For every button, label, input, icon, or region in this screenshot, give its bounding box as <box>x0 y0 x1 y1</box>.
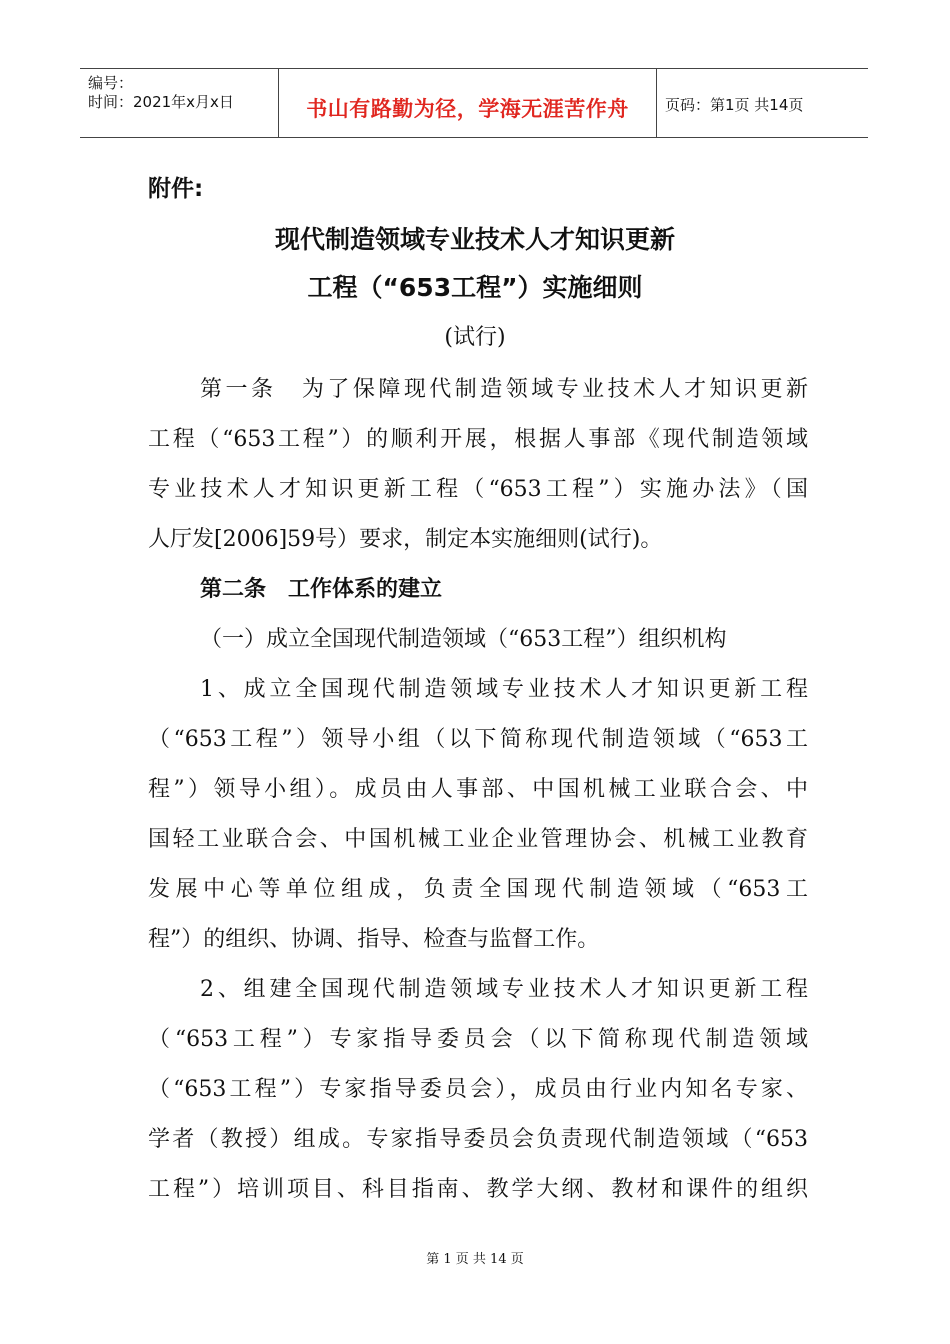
title-line-1: 现代制造领域专业技术人才知识更新 <box>274 225 675 254</box>
body-line: （一）成立全国现代制造领域（“653工程”）组织机构 <box>200 627 727 652</box>
time-label: 时间：2021年x月x日 <box>88 93 234 111</box>
subtitle: (试行) <box>444 325 506 350</box>
body-line: （“653工程”）领导小组（以下简称现代制造领域（“653工 <box>148 727 808 752</box>
body-line: 人厅发[2006]59号）要求，制定本实施细则(试行)。 <box>148 527 663 552</box>
header-left-cell <box>80 69 279 137</box>
page-label: 页码：第1页 共14页 <box>665 96 804 114</box>
title-line-2: 工程（“653工程”）实施细则 <box>307 273 643 302</box>
body-line: 发展中心等单位组成，负责全国现代制造领域（“653工 <box>148 877 808 902</box>
body-line: 程”）领导小组）。成员由人事部、中国机械工业联合会、中 <box>148 777 808 802</box>
body-line: 工程”）培训项目、科目指南、教学大纲、教材和课件的组织 <box>148 1177 808 1202</box>
body-line: 学者（教授）组成。专家指导委员会负责现代制造领域（“653 <box>148 1127 808 1152</box>
body-line: 工程（“653工程”）的顺利开展，根据人事部《现代制造领域 <box>148 427 808 452</box>
body-line: 第一条 为了保障现代制造领域专业技术人才知识更新 <box>200 377 808 402</box>
body-line: 专业技术人才知识更新工程（“653工程”）实施办法》（国 <box>148 477 808 502</box>
body-line: 国轻工业联合会、中国机械工业企业管理协会、机械工业教育 <box>148 827 808 852</box>
header-table <box>80 68 868 138</box>
body-line: 1、成立全国现代制造领域专业技术人才知识更新工程 <box>200 677 808 702</box>
body-line: （“653工程”）专家指导委员会（以下简称现代制造领域 <box>148 1027 808 1052</box>
attachment-label: 附件: <box>148 176 204 202</box>
header-middle-cell <box>279 69 657 137</box>
section-heading: 第二条 工作体系的建立 <box>200 577 443 602</box>
body-line: 2、组建全国现代制造领域专业技术人才知识更新工程 <box>200 977 808 1002</box>
page-footer: 第 1 页 共 14 页 <box>426 1252 524 1267</box>
motto-text: 书山有路勤为径，学海无涯苦作舟 <box>306 97 629 121</box>
header-right-cell <box>657 69 868 137</box>
body-line: 程”）的组织、协调、指导、检查与监督工作。 <box>148 927 600 952</box>
body-line: （“653工程”）专家指导委员会），成员由行业内知名专家、 <box>148 1077 808 1102</box>
number-label: 编号： <box>88 74 134 92</box>
